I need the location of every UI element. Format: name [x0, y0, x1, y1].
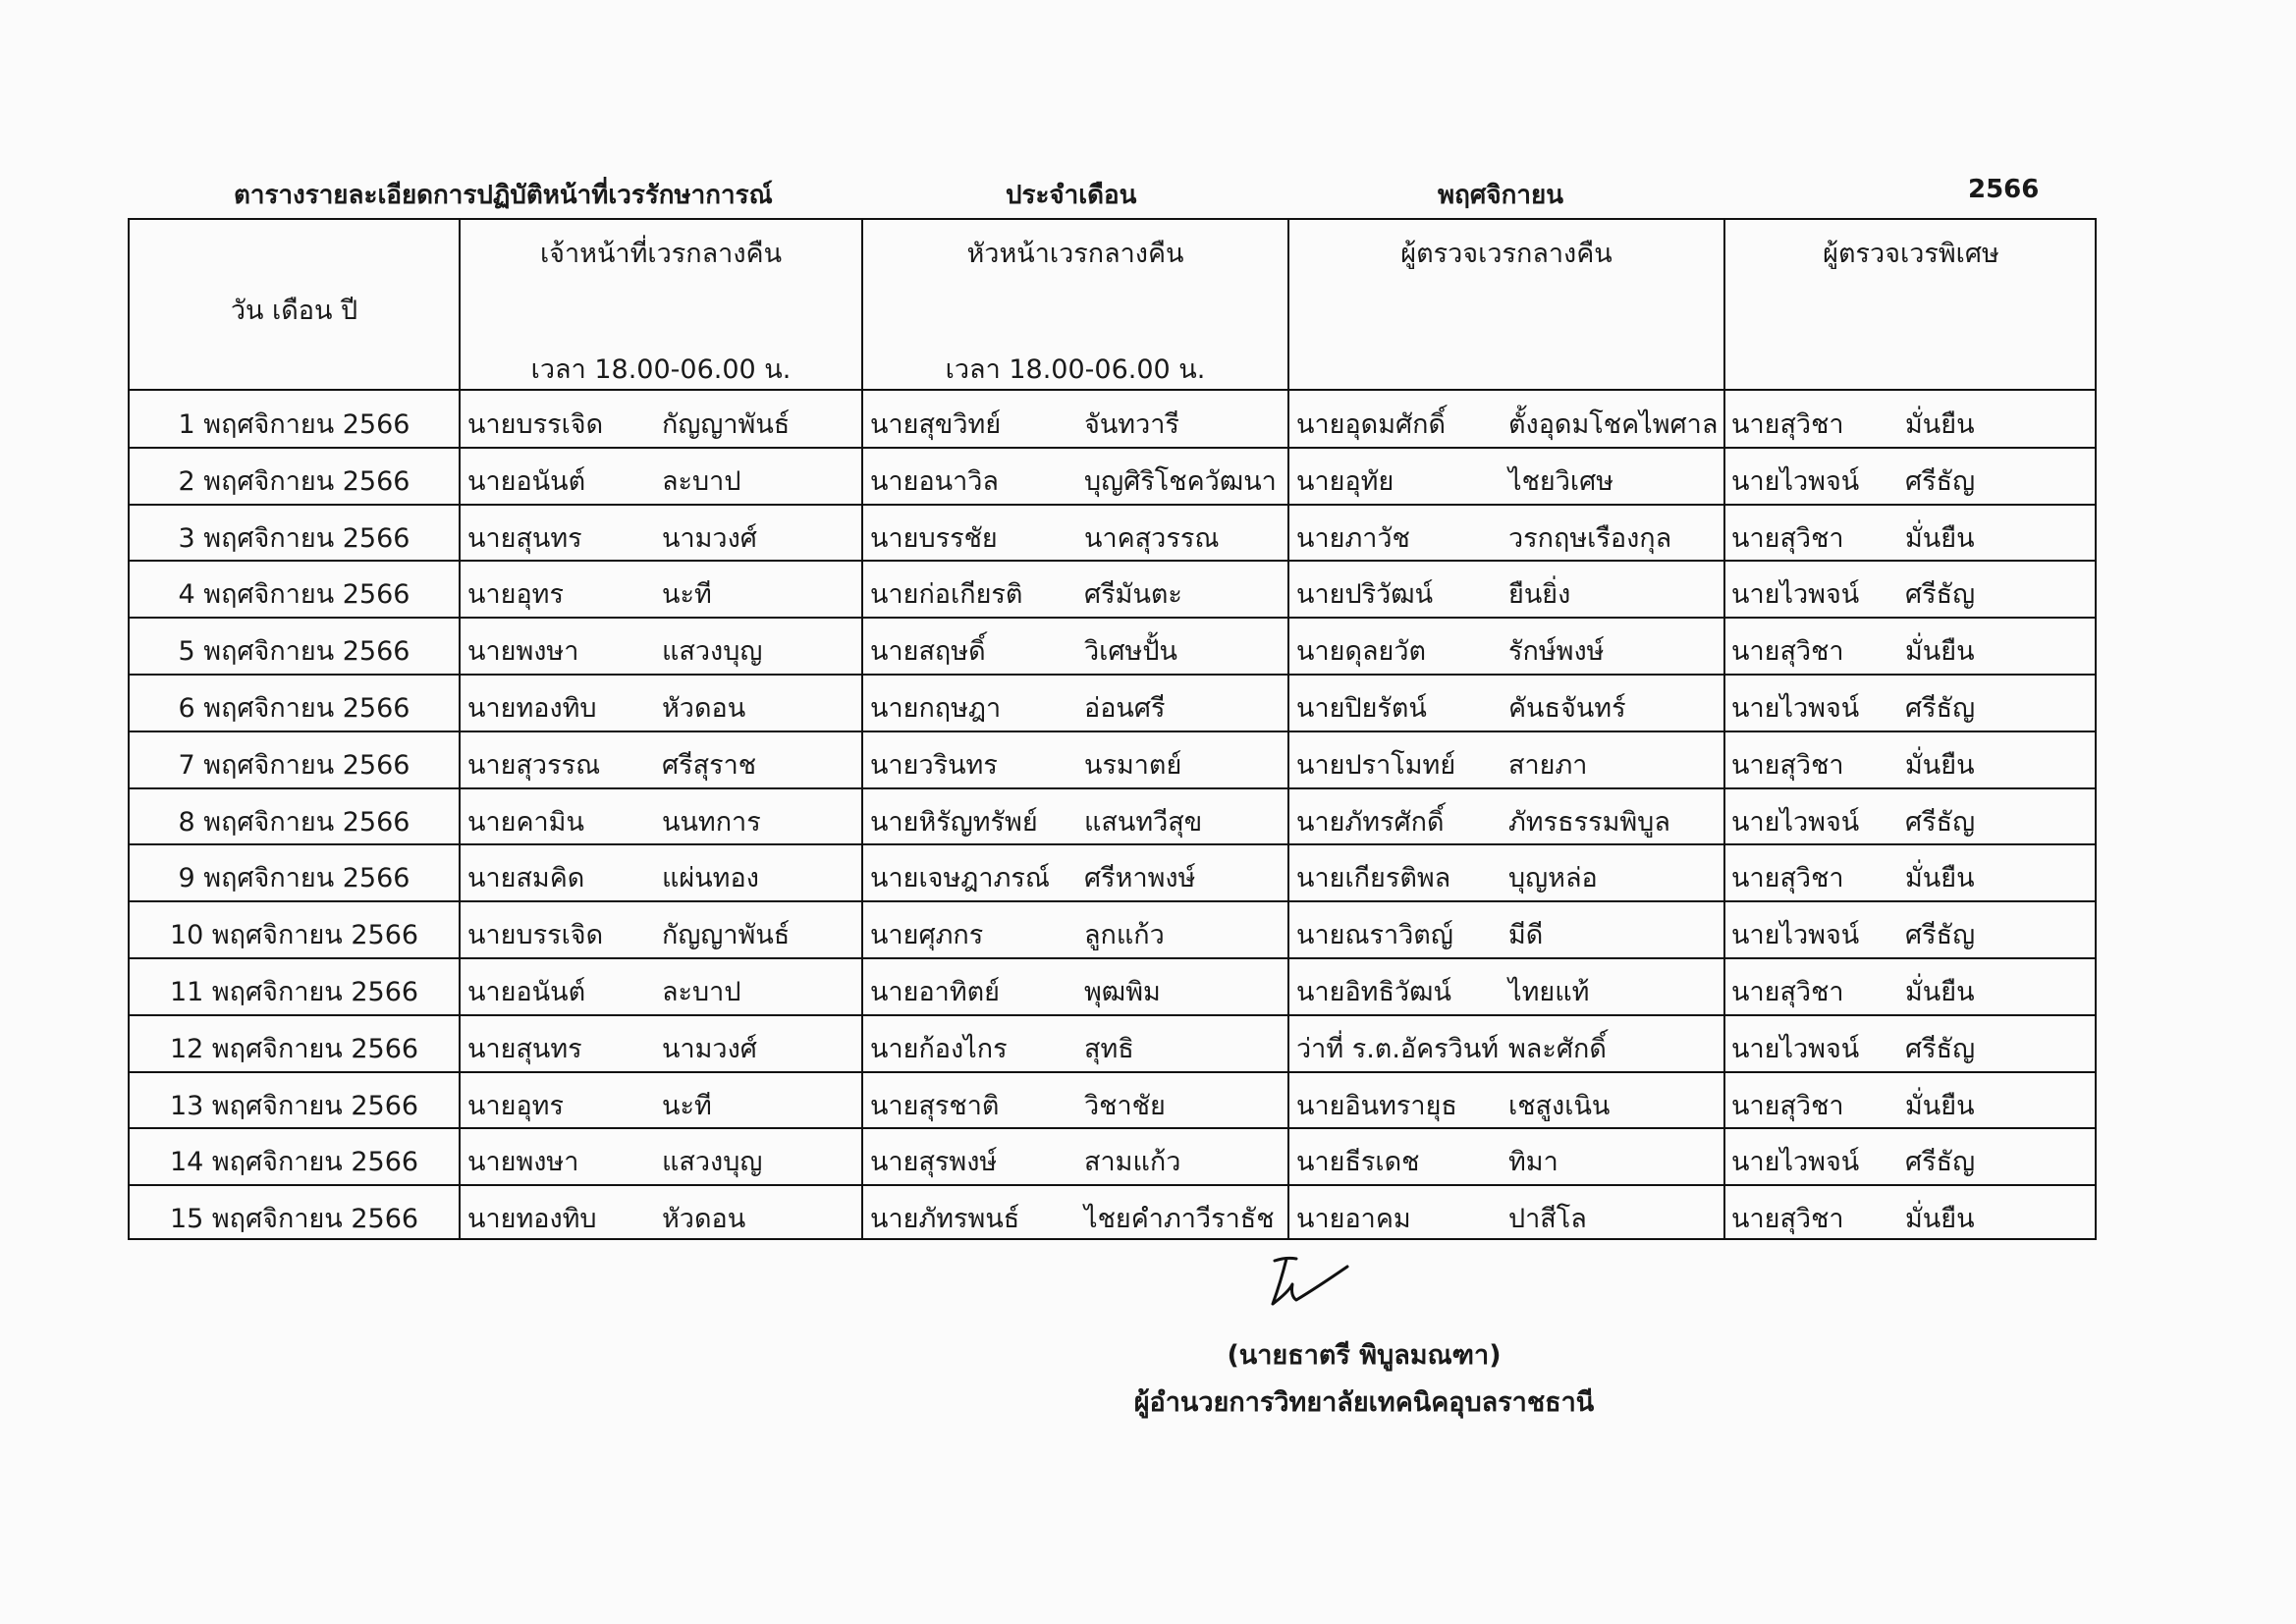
special-inspector-last-name: ศรีธัญ: [1905, 465, 1976, 497]
night-inspector-first-name: นายภาวัช: [1296, 522, 1410, 554]
row-divider: [130, 843, 2095, 845]
date-cell: 12 พฤศจิกายน 2566: [169, 1033, 419, 1064]
night-staff-first-name: นายสุวรรณ: [467, 749, 601, 781]
night-staff-first-name: นายบรรเจิด: [467, 409, 604, 440]
special-inspector-first-name: นายสุวิชา: [1731, 636, 1844, 668]
column-header-time: เวลา 18.00-06.00 น.: [945, 354, 1206, 385]
night-inspector-last-name: ตั้งอุดมโชคไพศาล: [1508, 409, 1719, 440]
night-chief-first-name: นายสฤษดิ์: [870, 636, 986, 668]
night-staff-last-name: นะที: [662, 579, 712, 611]
night-chief-first-name: นายวรินทร: [870, 749, 998, 781]
night-chief-last-name: บุญศิริโชควัฒนา: [1084, 465, 1277, 497]
special-inspector-first-name: นายไวพจน์: [1731, 693, 1860, 724]
night-inspector-last-name: ไทยแท้: [1508, 977, 1590, 1007]
night-chief-last-name: แสนทวีสุข: [1084, 806, 1203, 838]
special-inspector-last-name: มั่นยืน: [1905, 636, 1975, 668]
night-inspector-first-name: นายอุทัย: [1296, 465, 1394, 497]
date-cell: 2 พฤศจิกายน 2566: [178, 465, 410, 497]
night-inspector-first-name: นายเกียรติพล: [1296, 863, 1451, 894]
night-inspector-last-name: เชสูงเนิน: [1508, 1090, 1611, 1121]
night-staff-last-name: ศรีสุราช: [662, 749, 757, 781]
special-inspector-first-name: นายสุวิชา: [1731, 522, 1844, 554]
night-staff-first-name: นายอนันต์: [467, 465, 586, 497]
night-inspector-last-name: พละศักดิ์: [1508, 1033, 1607, 1064]
special-inspector-last-name: ศรีธัญ: [1905, 806, 1976, 838]
row-divider: [130, 447, 2095, 449]
table-row: [130, 1072, 2095, 1129]
special-inspector-last-name: มั่นยืน: [1905, 863, 1975, 894]
night-chief-first-name: นายสุขวิทย์: [870, 409, 1002, 440]
special-inspector-first-name: นายไวพจน์: [1731, 465, 1860, 497]
night-staff-last-name: แสวงบุญ: [662, 636, 763, 668]
night-chief-last-name: นาคสุวรรณ: [1084, 522, 1220, 554]
night-chief-last-name: ไชยคำภาวีราธัช: [1084, 1204, 1275, 1235]
special-inspector-first-name: นายสุวิชา: [1731, 977, 1844, 1007]
special-inspector-first-name: นายสุวิชา: [1731, 1090, 1844, 1121]
date-cell: 7 พฤศจิกายน 2566: [178, 749, 410, 781]
special-inspector-last-name: มั่นยืน: [1905, 1090, 1975, 1121]
signatory-title: ผู้อำนวยการวิทยาลัยเทคนิคอุบลราชธานี: [1133, 1387, 1595, 1418]
special-inspector-last-name: ศรีธัญ: [1905, 1033, 1976, 1064]
night-inspector-last-name: คันธจันทร์: [1508, 693, 1626, 724]
special-inspector-first-name: นายสุวิชา: [1731, 1204, 1844, 1235]
night-inspector-first-name: นายธีรเดช: [1296, 1147, 1420, 1178]
row-divider: [130, 787, 2095, 789]
night-inspector-first-name: นายอิทธิวัฒน์: [1296, 977, 1451, 1007]
row-divider: [130, 617, 2095, 619]
night-chief-last-name: ศรีมันตะ: [1084, 579, 1182, 611]
column-header-title: หัวหน้าเวรกลางคืน: [966, 239, 1184, 269]
night-inspector-last-name: วรกฤษเรืองกุล: [1508, 522, 1672, 554]
date-cell: 4 พฤศจิกายน 2566: [178, 579, 410, 611]
night-inspector-last-name: มีดี: [1508, 920, 1544, 951]
special-inspector-last-name: ศรีธัญ: [1905, 579, 1976, 611]
date-cell: 10 พฤศจิกายน 2566: [169, 920, 419, 951]
night-staff-last-name: นะที: [662, 1090, 712, 1121]
period-label: ประจำเดือน: [1006, 181, 1137, 210]
table-row: [130, 788, 2095, 845]
special-inspector-first-name: นายไวพจน์: [1731, 806, 1860, 838]
row-divider: [130, 731, 2095, 732]
night-staff-last-name: ละบาป: [662, 465, 741, 497]
year-label: 2566: [1968, 175, 2040, 204]
night-staff-first-name: นายสุนทร: [467, 522, 582, 554]
date-cell: 11 พฤศจิกายน 2566: [169, 977, 419, 1007]
night-inspector-first-name: นายดุลยวัต: [1296, 636, 1427, 668]
signature-mark: [1267, 1253, 1355, 1312]
night-chief-first-name: นายเจษฎาภรณ์: [870, 863, 1050, 894]
night-inspector-last-name: ทิมา: [1508, 1147, 1558, 1178]
night-inspector-last-name: บุญหล่อ: [1508, 863, 1598, 894]
date-cell: 3 พฤศจิกายน 2566: [178, 522, 410, 554]
night-staff-last-name: นามวงศ์: [662, 1033, 757, 1064]
date-cell: 13 พฤศจิกายน 2566: [169, 1090, 419, 1121]
night-chief-first-name: นายกฤษฎา: [870, 693, 1002, 724]
special-inspector-last-name: ศรีธัญ: [1905, 1147, 1976, 1178]
night-chief-last-name: สามแก้ว: [1084, 1147, 1181, 1178]
special-inspector-first-name: นายสุวิชา: [1731, 749, 1844, 781]
month-label: พฤศจิกายน: [1438, 181, 1563, 210]
night-chief-first-name: นายหิรัญทรัพย์: [870, 806, 1038, 838]
night-staff-first-name: นายอนันต์: [467, 977, 586, 1007]
night-staff-last-name: หัวดอน: [662, 693, 746, 724]
night-staff-last-name: แผ่นทอง: [662, 863, 759, 894]
night-staff-last-name: กัญญาพันธ์: [662, 920, 791, 951]
row-divider: [130, 504, 2095, 506]
night-chief-first-name: นายศุภกร: [870, 920, 984, 951]
night-chief-last-name: จันทวารี: [1084, 409, 1179, 440]
night-chief-last-name: สุทธิ: [1084, 1033, 1134, 1064]
table-row: [130, 675, 2095, 731]
column-header-title: ผู้ตรวจเวรกลางคืน: [1400, 239, 1613, 269]
night-chief-last-name: อ่อนศรี: [1084, 693, 1166, 724]
night-chief-first-name: นายอนาวิล: [870, 465, 999, 497]
table-row: [130, 1128, 2095, 1185]
table-row: [130, 448, 2095, 505]
table-row: [130, 958, 2095, 1015]
night-staff-last-name: นนทการ: [662, 806, 761, 838]
night-inspector-last-name: รักษ์พงษ์: [1508, 636, 1605, 668]
special-inspector-first-name: นายไวพจน์: [1731, 920, 1860, 951]
night-inspector-last-name: ยืนยิ่ง: [1508, 579, 1571, 611]
night-staff-first-name: นายพงษา: [467, 1147, 579, 1178]
night-inspector-last-name: ไชยวิเศษ: [1508, 465, 1614, 497]
night-staff-first-name: นายอุทร: [467, 1090, 564, 1121]
night-inspector-first-name: นายปราโมทย์: [1296, 749, 1456, 781]
night-chief-last-name: ลูกแก้ว: [1084, 920, 1165, 951]
special-inspector-first-name: นายไวพจน์: [1731, 1147, 1860, 1178]
night-inspector-first-name: นายอุดมศักดิ์: [1296, 409, 1447, 440]
special-inspector-last-name: มั่นยืน: [1905, 409, 1975, 440]
night-inspector-last-name: สายภา: [1508, 749, 1588, 781]
special-inspector-last-name: ศรีธัญ: [1905, 693, 1976, 724]
table-row: [130, 391, 2095, 448]
special-inspector-last-name: มั่นยืน: [1905, 749, 1975, 781]
date-cell: 9 พฤศจิกายน 2566: [178, 863, 410, 894]
column-header-time: เวลา 18.00-06.00 น.: [530, 354, 792, 385]
night-inspector-first-name: นายภัทรศักดิ์: [1296, 806, 1445, 838]
night-chief-last-name: วิเศษปั้น: [1084, 636, 1177, 668]
special-inspector-last-name: มั่นยืน: [1905, 522, 1975, 554]
night-inspector-first-name: นายณราวิตญ์: [1296, 920, 1453, 951]
document-title: ตารางรายละเอียดการปฏิบัติหน้าที่เวรรักษาการณ์: [234, 181, 773, 210]
special-inspector-first-name: นายสุวิชา: [1731, 409, 1844, 440]
table-row: [130, 561, 2095, 618]
night-chief-first-name: นายบรรชัย: [870, 522, 998, 554]
night-chief-first-name: นายสุรพงษ์: [870, 1147, 998, 1178]
special-inspector-last-name: มั่นยืน: [1905, 1204, 1975, 1235]
row-divider: [130, 1184, 2095, 1186]
duty-schedule-table: [128, 218, 2097, 1240]
night-staff-last-name: ละบาป: [662, 977, 741, 1007]
night-staff-first-name: นายบรรเจิด: [467, 920, 604, 951]
special-inspector-last-name: มั่นยืน: [1905, 977, 1975, 1007]
table-row: [130, 1185, 2095, 1242]
night-inspector-first-name: นายปริวัฒน์: [1296, 579, 1434, 611]
night-chief-first-name: นายสุรชาติ: [870, 1090, 1000, 1121]
row-divider: [130, 900, 2095, 902]
date-cell: 5 พฤศจิกายน 2566: [178, 636, 410, 668]
night-chief-first-name: นายก่อเกียรติ: [870, 579, 1023, 611]
table-row: [130, 901, 2095, 958]
night-staff-last-name: แสวงบุญ: [662, 1147, 763, 1178]
row-divider: [130, 674, 2095, 676]
date-cell: 6 พฤศจิกายน 2566: [178, 693, 410, 724]
date-column-header: วัน เดือน ปี: [230, 296, 358, 326]
night-staff-last-name: นามวงศ์: [662, 522, 757, 554]
night-inspector-first-name: นายปิยรัตน์: [1296, 693, 1427, 724]
night-staff-first-name: นายคามิน: [467, 806, 584, 838]
row-divider: [130, 957, 2095, 959]
special-inspector-last-name: ศรีธัญ: [1905, 920, 1976, 951]
night-chief-first-name: นายก้องไกร: [870, 1033, 1008, 1064]
night-staff-last-name: กัญญาพันธ์: [662, 409, 791, 440]
night-staff-first-name: นายทองทิบ: [467, 1204, 597, 1235]
special-inspector-first-name: นายไวพจน์: [1731, 1033, 1860, 1064]
column-header-title: ผู้ตรวจเวรพิเศษ: [1823, 239, 1999, 269]
table-row: [130, 1015, 2095, 1072]
column-header-title: เจ้าหน้าที่เวรกลางคืน: [539, 239, 783, 269]
night-chief-last-name: นรมาตย์: [1084, 749, 1182, 781]
special-inspector-first-name: นายสุวิชา: [1731, 863, 1844, 894]
night-inspector-last-name: ปาสีโล: [1508, 1204, 1587, 1235]
night-inspector-first-name: นายอินทรายุธ: [1296, 1090, 1457, 1121]
date-cell: 1 พฤศจิกายน 2566: [178, 409, 410, 440]
night-chief-last-name: พุฒพิม: [1084, 977, 1161, 1007]
night-inspector-last-name: ภัทรธรรมพิบูล: [1508, 806, 1670, 838]
night-chief-first-name: นายภัทรพนธ์: [870, 1204, 1020, 1235]
row-divider: [130, 560, 2095, 562]
night-staff-first-name: นายทองทิบ: [467, 693, 597, 724]
table-row: [130, 844, 2095, 901]
table-row: [130, 505, 2095, 562]
row-divider: [130, 1071, 2095, 1073]
table-row: [130, 731, 2095, 788]
night-staff-first-name: นายสุนทร: [467, 1033, 582, 1064]
night-staff-first-name: นายอุทร: [467, 579, 564, 611]
night-chief-first-name: นายอาทิตย์: [870, 977, 1000, 1007]
night-inspector-first-name: นายอาคม: [1296, 1204, 1411, 1235]
night-chief-last-name: ศรีหาพงษ์: [1084, 863, 1196, 894]
night-chief-last-name: วิชาชัย: [1084, 1090, 1166, 1121]
date-cell: 15 พฤศจิกายน 2566: [169, 1204, 419, 1235]
night-staff-last-name: หัวดอน: [662, 1204, 746, 1235]
date-cell: 14 พฤศจิกายน 2566: [169, 1147, 419, 1178]
night-staff-first-name: นายสมคิด: [467, 863, 585, 894]
night-staff-first-name: นายพงษา: [467, 636, 579, 668]
date-cell: 8 พฤศจิกายน 2566: [178, 806, 410, 838]
night-inspector-first-name: ว่าที่ ร.ต.อัครวินท์: [1296, 1033, 1500, 1064]
row-divider: [130, 1014, 2095, 1016]
row-divider: [130, 1127, 2095, 1129]
special-inspector-first-name: นายไวพจน์: [1731, 579, 1860, 611]
signatory-name: (นายธาตรี พิบูลมณฑา): [1227, 1340, 1502, 1371]
table-row: [130, 618, 2095, 675]
